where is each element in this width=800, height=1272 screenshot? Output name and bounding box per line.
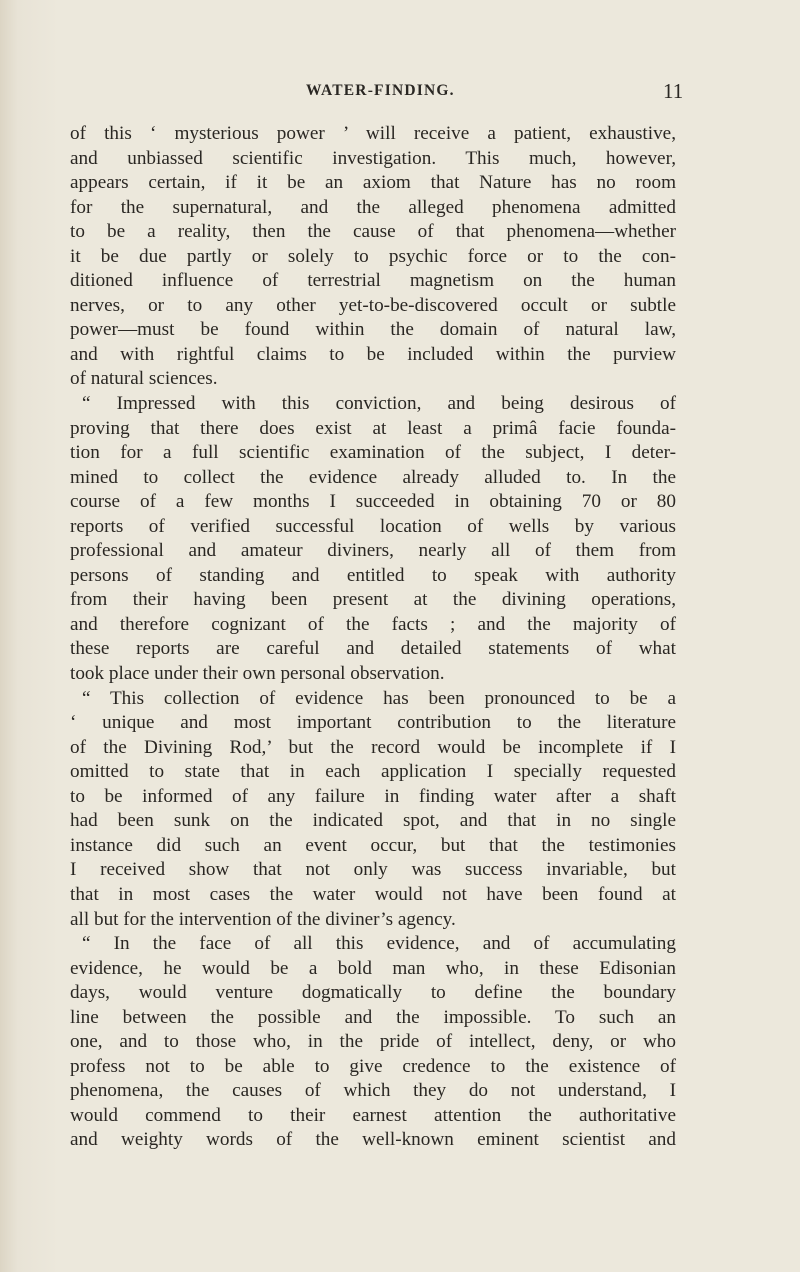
- text-line: line between the possible and the impossible. To such an: [70, 1006, 676, 1028]
- text-line: for the supernatural, and the alleged phenomena admitted: [70, 196, 676, 218]
- text-line: and unbiassed scientific investigation. This much, however,: [70, 147, 676, 169]
- text-line: ‘ unique and most important contribution to the literature: [70, 712, 676, 734]
- text-line: instance did such an event occur, but that the testimonies: [70, 834, 676, 856]
- text-line: these reports are careful and detailed statements of what: [70, 638, 676, 660]
- text-line: persons of standing and entitled to speak with authority: [70, 564, 676, 586]
- text-line: profess not to be able to give credence to the existence of: [70, 1055, 676, 1077]
- text-line: to be a reality, then the cause of that phenomena—whether: [70, 221, 676, 243]
- text-line: and therefore cognizant of the facts ; and the majority of: [70, 613, 676, 635]
- text-line: “ Impressed with this conviction, and being desirous of: [82, 393, 676, 415]
- text-line: of the Divining Rod,’ but the record would be incomplete if I: [70, 736, 676, 758]
- text-line: professional and amateur diviners, nearly all of them from: [70, 540, 676, 562]
- text-line: phenomena, the causes of which they do not understand, I: [70, 1080, 676, 1102]
- running-head: WATER-FINDING.: [306, 82, 455, 99]
- text-line: nerves, or to any other yet-to-be-discovered occult or subtle: [70, 294, 676, 316]
- text-line: reports of verified successful location of wells by various: [70, 515, 676, 537]
- text-line: all but for the intervention of the diviner’s agency.: [70, 908, 456, 930]
- text-line: power—must be found within the domain of natural law,: [70, 319, 676, 341]
- text-line: from their having been present at the divining operations,: [70, 589, 676, 611]
- text-line: and with rightful claims to be included within the purview: [70, 343, 676, 365]
- text-line: “ In the face of all this evidence, and of accumulating: [82, 933, 676, 955]
- text-line: tion for a full scientific examination of the subject, I deter-: [70, 442, 676, 464]
- page-number: 11: [663, 79, 684, 103]
- text-line: appears certain, if it be an axiom that Nature has no room: [70, 172, 676, 194]
- text-line: it be due partly or solely to psychic force or to the con-: [70, 245, 676, 267]
- text-line: that in most cases the water would not have been found at: [70, 883, 676, 905]
- text-line: one, and to those who, in the pride of intellect, deny, or who: [70, 1031, 676, 1053]
- text-line: “ This collection of evidence has been pronounced to be a: [82, 687, 676, 709]
- text-line: proving that there does exist at least a primâ facie founda-: [70, 417, 676, 439]
- text-line: mined to collect the evidence already alluded to. In the: [70, 466, 676, 488]
- text-line: and weighty words of the well-known eminent scientist and: [70, 1129, 676, 1151]
- text-line: would commend to their earnest attention the authoritative: [70, 1104, 676, 1126]
- text-line: of this ‘ mysterious power ’ will receive a patient, exhaustive,: [70, 123, 676, 144]
- text-line: course of a few months I succeeded in obtaining 70 or 80: [70, 491, 676, 513]
- text-line: ditioned influence of terrestrial magnetism on the human: [70, 270, 676, 292]
- text-line: took place under their own personal observation.: [70, 663, 445, 685]
- body-text: [70, 122, 676, 1153]
- text-line: to be informed of any failure in finding water after a shaft: [70, 785, 676, 807]
- text-line: I received show that not only was success invariable, but: [70, 859, 676, 881]
- text-line: omitted to state that in each application I specially requested: [70, 761, 676, 783]
- text-line: had been sunk on the indicated spot, and that in no single: [70, 810, 676, 832]
- text-line: of natural sciences.: [70, 368, 218, 390]
- text-line: days, would venture dogmatically to define the boundary: [70, 982, 676, 1004]
- text-line: evidence, he would be a bold man who, in these Edisonian: [70, 957, 676, 979]
- page-header: [0, 79, 800, 108]
